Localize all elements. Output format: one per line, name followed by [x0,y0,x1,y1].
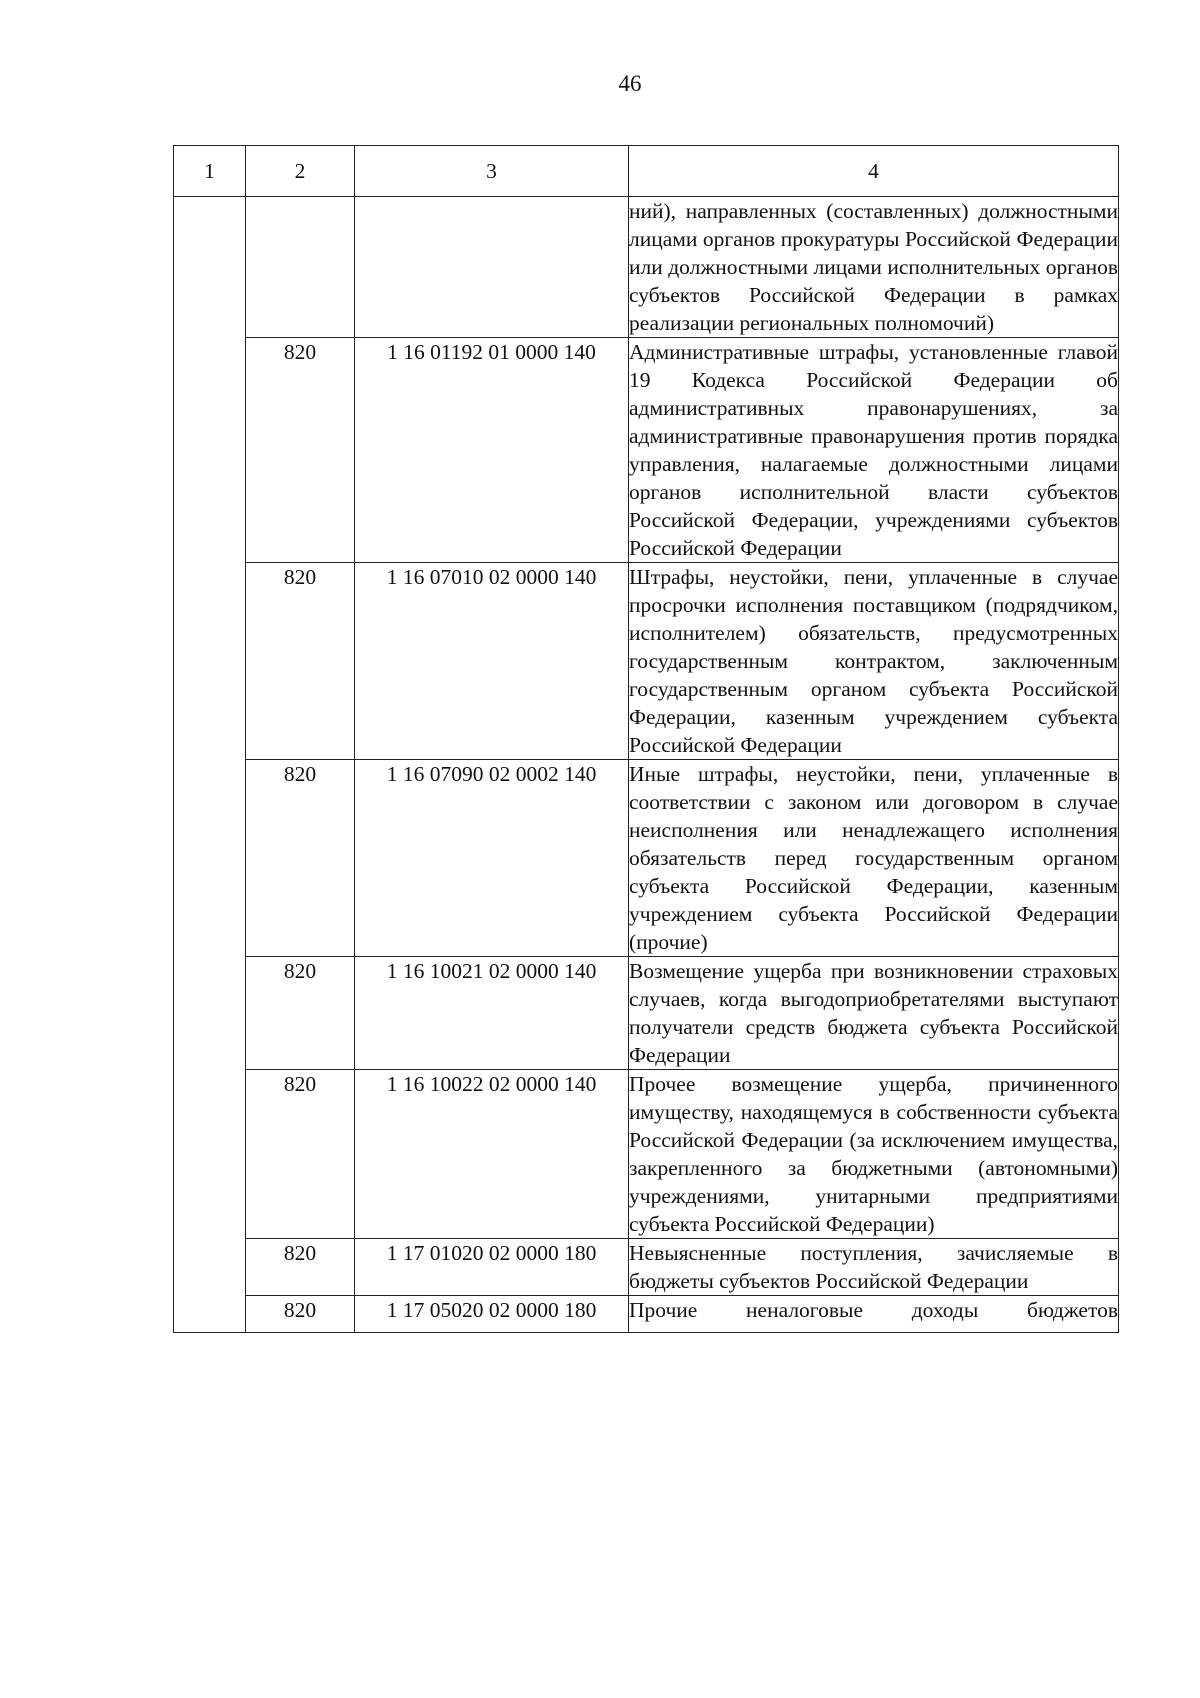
kbk-cell: 1 16 01192 01 0000 140 [355,338,629,563]
income-name-cell: Иные штрафы, неустойки, пени, уплаченные в соответствии с законом или договором в случае неисполнения или ненадлежащего исполнения обязательств перед государственным органом субъекта Российской Федерации, казенным учреждением субъекта Российской Федерации (прочие) [629,760,1119,957]
column-header-1: 1 [174,146,246,197]
admin-code-cell: 820 [246,1239,355,1296]
table-row [174,760,1119,957]
admin-code-cell: 820 [246,760,355,957]
column-1-cell [174,197,246,1333]
column-header-4: 4 [629,146,1119,197]
admin-code-cell: 820 [246,957,355,1070]
header-row [174,146,1119,197]
income-name-cell: Административные штрафы, установленные главой 19 Кодекса Российской Федерации об административных правонарушениях, за административные правонарушения против порядка управления, налагаемые должностными лицами органов исполнительной власти субъектов Российской Федерации, учреждениями субъектов Российской Федерации [629,338,1119,563]
table-row [174,1239,1119,1296]
kbk-cell: 1 17 01020 02 0000 180 [355,1239,629,1296]
admin-code-cell: 820 [246,1296,355,1333]
column-header-2: 2 [246,146,355,197]
admin-code-cell: 820 [246,563,355,760]
admin-code-cell: 820 [246,1070,355,1239]
admin-code-cell [246,197,355,338]
kbk-cell: 1 17 05020 02 0000 180 [355,1296,629,1333]
table-body [174,197,1119,1333]
income-name-cell: Штрафы, неустойки, пени, уплаченные в случае просрочки исполнения поставщиком (подрядчиком, исполнителем) обязательств, предусмотренных государственным контрактом, заключенным государственным органом субъекта Российской Федерации, казенным учреждением субъекта Российской Федерации [629,563,1119,760]
table-row [174,1296,1119,1333]
table-row [174,197,1119,338]
admin-code-cell: 820 [246,338,355,563]
budget-codes-table [173,145,1119,1333]
income-name-cell: Невыясненные поступления, зачисляемые в бюджеты субъектов Российской Федерации [629,1239,1119,1296]
table-row [174,1070,1119,1239]
table-row [174,563,1119,760]
kbk-cell: 1 16 10021 02 0000 140 [355,957,629,1070]
income-name-cell: Прочее возмещение ущерба, причиненного имуществу, находящемуся в собственности субъекта Российской Федерации (за исключением имущества, закрепленного за бюджетными (автономными) учреждениями, унитарными предприятиями субъекта Российской Федерации) [629,1070,1119,1239]
table-header [174,146,1119,197]
kbk-cell: 1 16 10022 02 0000 140 [355,1070,629,1239]
page-number: 46 [618,71,642,96]
kbk-cell: 1 16 07090 02 0002 140 [355,760,629,957]
column-header-3: 3 [355,146,629,197]
continuation-text-cell: ний), направленных (составленных) должностными лицами органов прокуратуры Российской Федерации или должностными лицами исполнительных органов субъектов Российской Федерации в рамках реализации региональных полномочий) [629,197,1119,338]
table-row [174,338,1119,563]
kbk-cell: 1 16 07010 02 0000 140 [355,563,629,760]
income-name-cell: Прочие неналоговые доходы бюджетов [629,1296,1119,1333]
table-row [174,957,1119,1070]
kbk-cell [355,197,629,338]
income-name-cell: Возмещение ущерба при возникновении страховых случаев, когда выгодоприобретателями выступают получатели средств бюджета субъекта Российской Федерации [629,957,1119,1070]
